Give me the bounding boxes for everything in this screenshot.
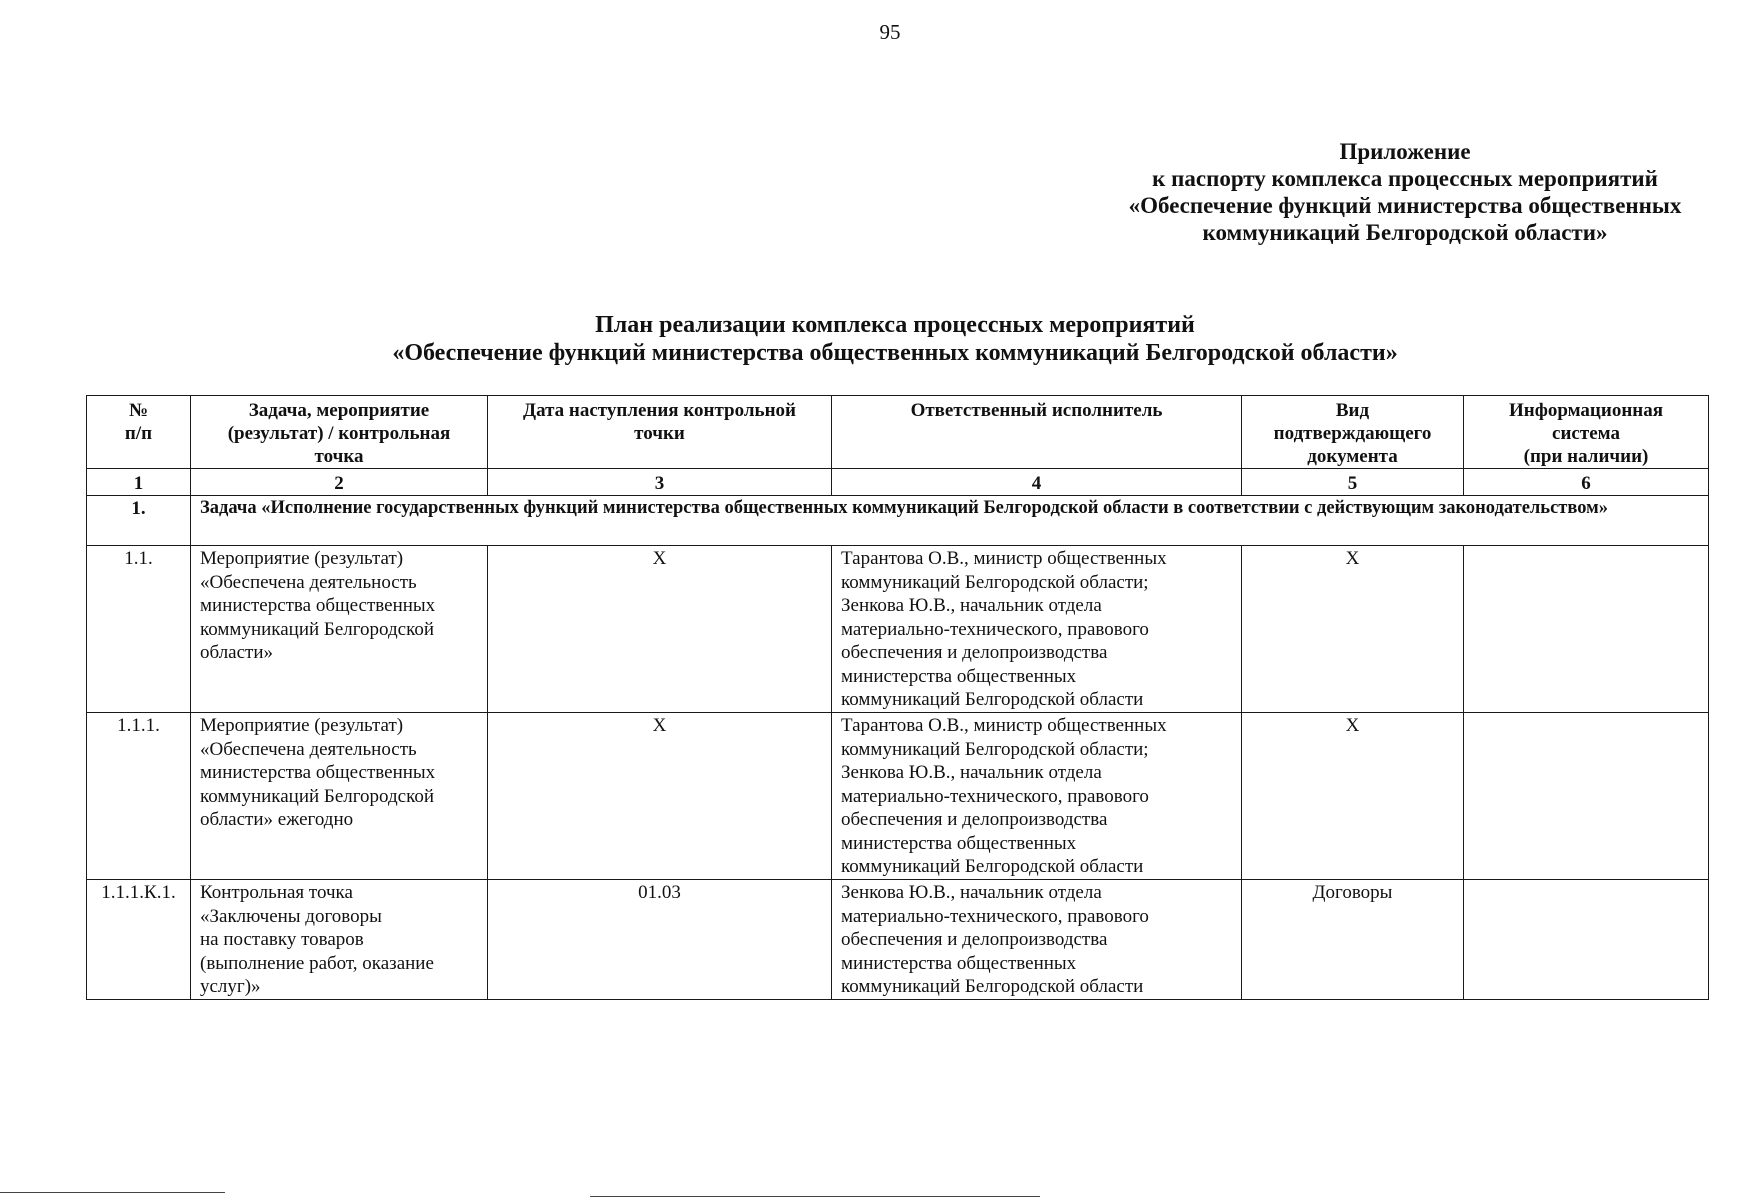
table-row (87, 880, 1709, 1000)
column-header-doc-type: Вид подтверждающего документа (1242, 396, 1464, 469)
plan-title-line-1: План реализации комплекса процессных мероприятий (595, 312, 1195, 338)
column-header-info-system: Информационная система (при наличии) (1464, 396, 1709, 469)
appendix-line-1: Приложение (1339, 139, 1471, 164)
row-date: 01.03 (488, 880, 832, 1000)
column-header-item: Задача, мероприятие (результат) / контрольная точка (191, 396, 488, 469)
page-number: 95 (879, 20, 901, 44)
appendix-line-3: «Обеспечение функций министерства общественных (1128, 193, 1682, 218)
row-number: 1.1.1. (87, 713, 191, 880)
row-item: Мероприятие (результат) «Обеспечена деятельность министерства общественных коммуникаций Белгородской области» (191, 546, 488, 713)
table-row (87, 713, 1709, 880)
row-date: X (488, 546, 832, 713)
appendix-line-2: к паспорту комплекса процессных мероприятий (1152, 166, 1658, 191)
row-info-system (1464, 546, 1709, 713)
column-number: 2 (191, 469, 488, 496)
row-number: 1.1. (87, 546, 191, 713)
row-responsible: Тарантова О.В., министр общественных коммуникаций Белгородской области; Зенкова Ю.В., начальник отдела материально-технического, правового обеспечения и делопроизводства министерства общественных коммуникаций Белгородской области (832, 546, 1242, 713)
task-row (87, 496, 1709, 546)
task-number: 1. (87, 496, 191, 546)
row-info-system (1464, 880, 1709, 1000)
column-header-date: Дата наступления контрольной точки (488, 396, 832, 469)
column-number: 4 (832, 469, 1242, 496)
row-doc-type: X (1242, 713, 1464, 880)
row-responsible: Зенкова Ю.В., начальник отдела материально-технического, правового обеспечения и делопроизводства министерства общественных коммуникаций Белгородской области (832, 880, 1242, 1000)
column-number-row (87, 469, 1709, 496)
row-item: Контрольная точка «Заключены договоры на поставку товаров (выполнение работ, оказание услуг)» (191, 880, 488, 1000)
row-doc-type: X (1242, 546, 1464, 713)
scan-edge-line (590, 1196, 1040, 1197)
row-responsible: Тарантова О.В., министр общественных коммуникаций Белгородской области; Зенкова Ю.В., начальник отдела материально-технического, правового обеспечения и делопроизводства министерства общественных коммуникаций Белгородской области (832, 713, 1242, 880)
plan-title (0, 311, 1760, 367)
appendix-header (1060, 138, 1750, 246)
appendix-line-4: коммуникаций Белгородской области» (1202, 220, 1608, 245)
column-header-responsible: Ответственный исполнитель (832, 396, 1242, 469)
column-number: 3 (488, 469, 832, 496)
row-number: 1.1.1.К.1. (87, 880, 191, 1000)
row-item: Мероприятие (результат) «Обеспечена деятельность министерства общественных коммуникаций Белгородской области» ежегодно (191, 713, 488, 880)
row-doc-type: Договоры (1242, 880, 1464, 1000)
plan-table (86, 395, 1709, 1000)
table-header-row (87, 396, 1709, 469)
row-date: X (488, 713, 832, 880)
column-number: 6 (1464, 469, 1709, 496)
column-header-number: № п/п (87, 396, 191, 469)
scan-edge-line (0, 1192, 225, 1193)
column-number: 5 (1242, 469, 1464, 496)
plan-title-line-2: «Обеспечение функций министерства общественных коммуникаций Белгородской области» (392, 340, 1398, 366)
row-info-system (1464, 713, 1709, 880)
table-row (87, 546, 1709, 713)
task-text: Задача «Исполнение государственных функций министерства общественных коммуникаций Белгородской области в соответствии с действующим законодательством» (191, 496, 1709, 546)
column-number: 1 (87, 469, 191, 496)
